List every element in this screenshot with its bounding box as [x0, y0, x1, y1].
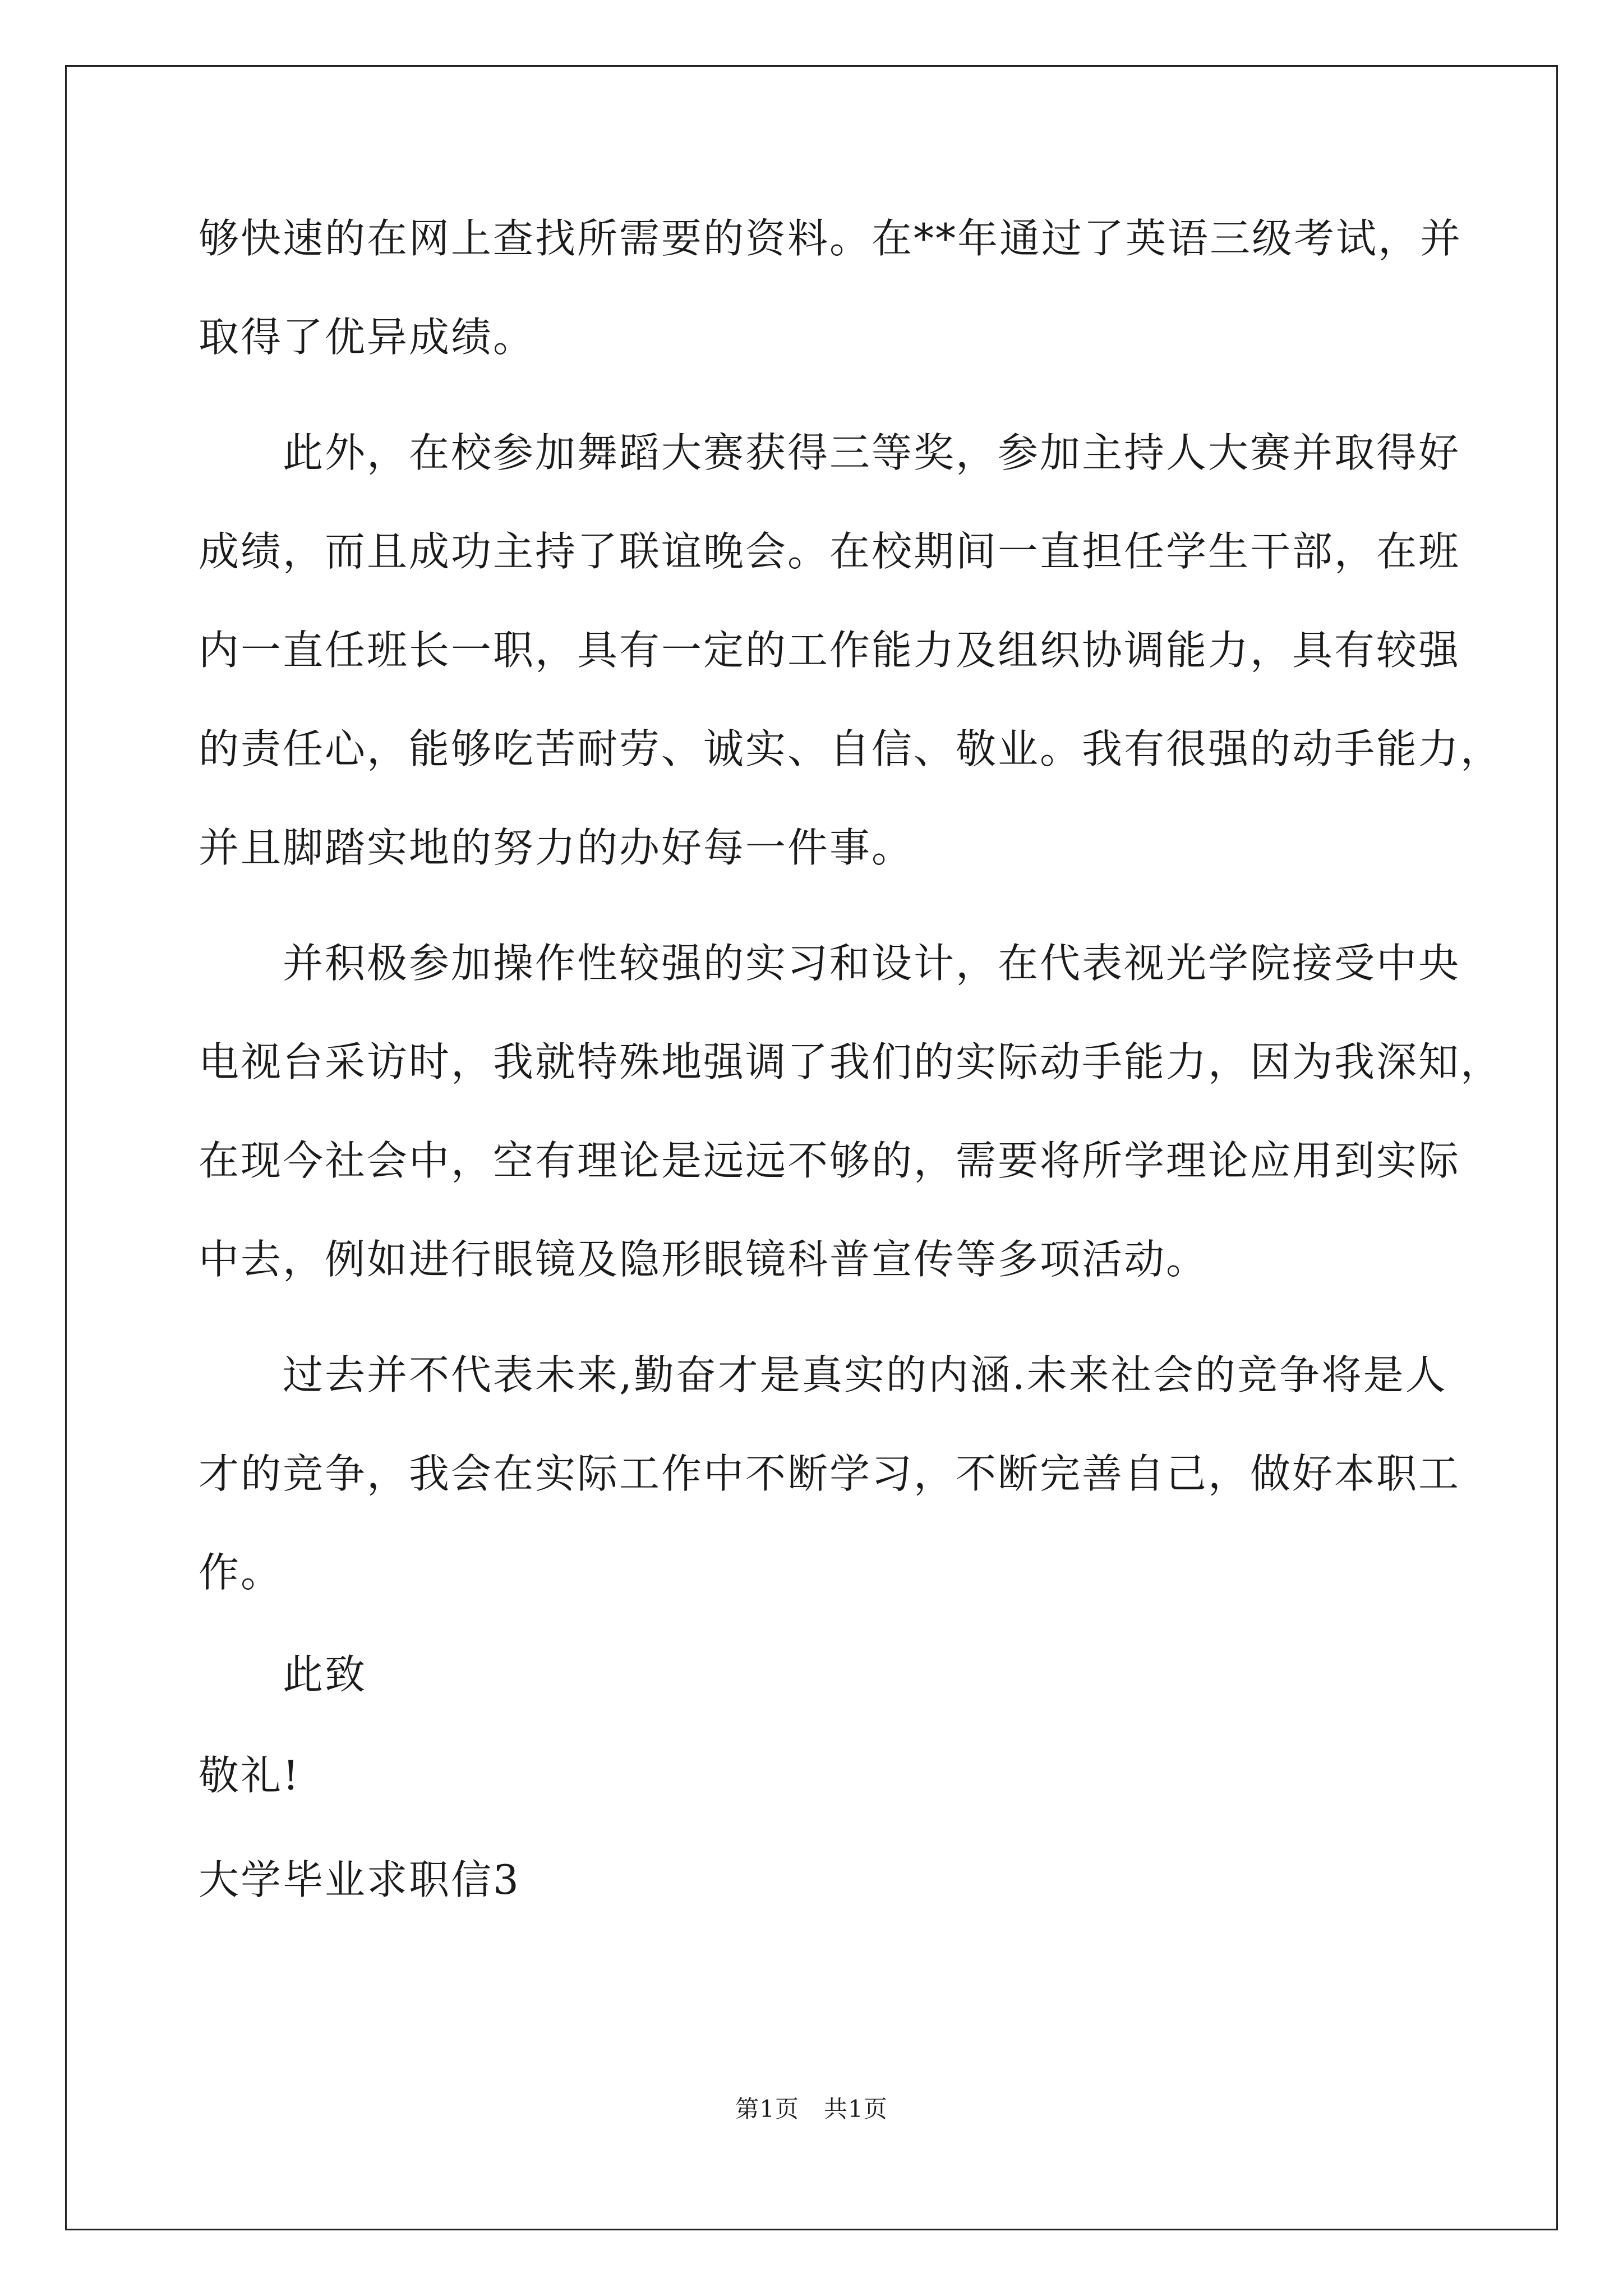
body-line: 取得了优异成绩。	[199, 314, 536, 361]
section-heading: 大学毕业求职信3	[199, 1856, 520, 1903]
body-line: 并且脚踏实地的努力的办好每一件事。	[199, 824, 914, 871]
page-number: 第1页	[735, 2095, 799, 2123]
body-line: 才的竞争，我会在实际工作中不断学习，不断完善自己，做好本职工	[199, 1450, 1461, 1497]
body-line: 中去，例如进行眼镜及隐形眼镜科普宣传等多项活动。	[199, 1236, 1209, 1283]
paragraph-start-line: 此外，在校参加舞蹈大赛获得三等奖，参加主持人大赛并取得好	[283, 429, 1461, 476]
body-line: 够快速的在网上查找所需要的资料。在**年通过了英语三级考试，并	[199, 215, 1463, 262]
closing-regards: 敬礼!	[199, 1752, 301, 1799]
body-line: 在现今社会中，空有理论是远远不够的，需要将所学理论应用到实际	[199, 1137, 1461, 1184]
closing-salutation: 此致	[283, 1651, 367, 1698]
body-line: 内一直任班长一职，具有一定的工作能力及组织协调能力，具有较强	[199, 627, 1461, 674]
paragraph-start-line: 过去并不代表未来,勤奋才是真实的内涵.未来社会的竞争将是人	[283, 1351, 1447, 1398]
body-line: 电视台采访时，我就特殊地强调了我们的实际动手能力，因为我深知，	[199, 1038, 1503, 1085]
paragraph-start-line: 并积极参加操作性较强的实习和设计，在代表视光学院接受中央	[283, 940, 1461, 987]
page-footer	[0, 2092, 1623, 2126]
page-total: 共1页	[824, 2095, 888, 2123]
body-line: 成绩，而且成功主持了联谊晚会。在校期间一直担任学生干部，在班	[199, 528, 1461, 575]
body-line: 作。	[199, 1549, 283, 1596]
body-line: 的责任心，能够吃苦耐劳、诚实、自信、敬业。我有很强的动手能力，	[199, 725, 1503, 772]
